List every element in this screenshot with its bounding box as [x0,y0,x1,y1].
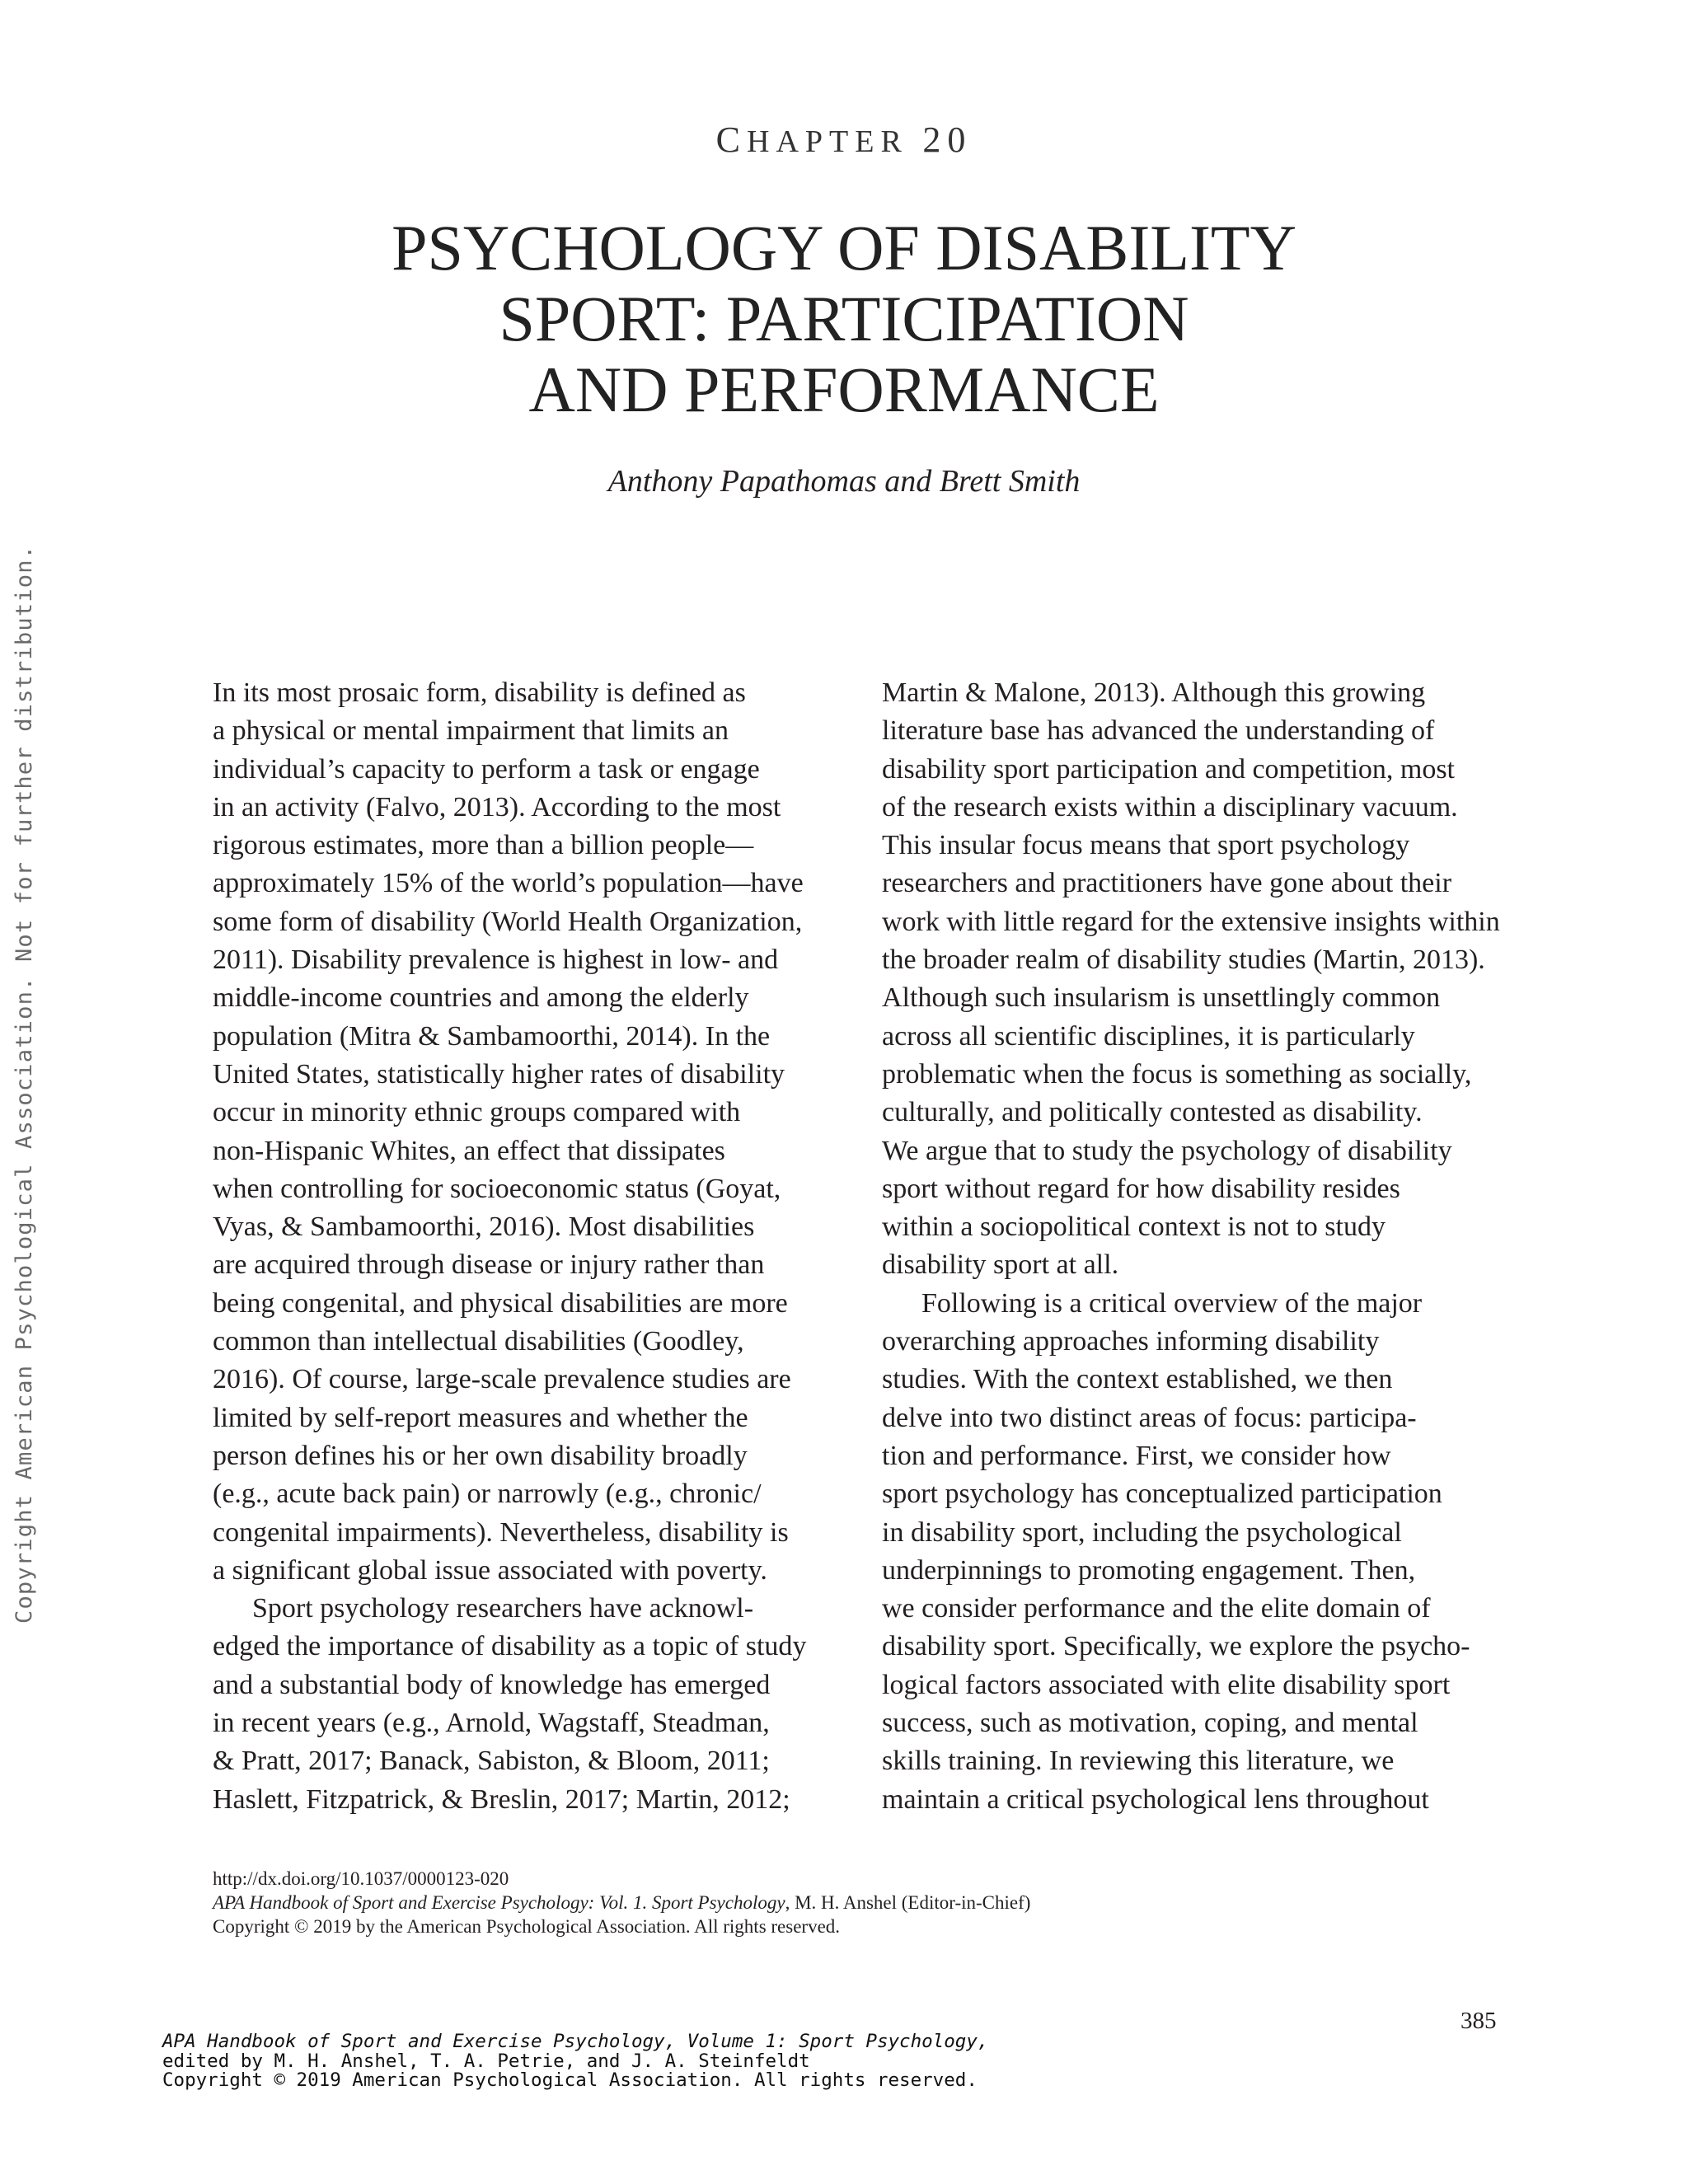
text-line: middle-income countries and among the elderly [213,982,749,1014]
text-line: We argue that to study the psychology of disability [882,1135,1452,1166]
bottom-copyright-block [162,2032,1316,2091]
text-line: the broader realm of disability studies (Martin, 2013). [882,944,1485,976]
page-number: 385 [1461,2008,1497,2034]
text-line: we consider performance and the elite domain of [882,1593,1431,1624]
text-line: This insular focus means that sport psychology [882,830,1410,861]
chapter-label [0,119,1688,161]
text-line: Following is a critical overview of the major [921,1287,1423,1319]
body-column-right [882,674,1533,1819]
side-copyright-notice: Copyright American Psychological Association. Not for further distribution. [12,544,37,1624]
text-line: underpinnings to promoting engagement. Then, [882,1554,1416,1586]
text-line: sport without regard for how disability resides [882,1173,1400,1204]
text-line: maintain a critical psychological lens throughout [882,1783,1429,1815]
text-line: disability sport participation and competition, most [882,753,1456,785]
text-line: logical factors associated with elite disability sport [882,1669,1451,1700]
text-line: limited by self-report measures and whether the [213,1402,748,1433]
text-line: some form of disability (World Health Organization, [213,906,803,937]
text-line: disability sport at all. [882,1249,1119,1281]
text-line: population (Mitra & Sambamoorthi, 2014). In the [213,1020,771,1052]
body-column-left [213,674,864,1819]
text-line: of the research exists within a disciplinary vacuum. [882,791,1458,823]
copyright-line: APA Handbook of Sport and Exercise Psychology, Volume 1: Sport Psychology, [162,2031,989,2052]
text-line: rigorous estimates, more than a billion people— [213,830,754,861]
authors: Anthony Papathomas and Brett Smith [607,464,1081,499]
text-line: congenital impairments). Nevertheless, disability is [213,1516,789,1548]
chapter-word-initial: C [715,120,748,160]
text-line: researchers and practitioners have gone about their [882,868,1452,899]
text-line: occur in minority ethnic groups compared with [213,1097,741,1128]
text-line: non-Hispanic Whites, an effect that dissipates [213,1135,725,1166]
text-line: Although such insularism is unsettlingly common [882,982,1441,1014]
copyright-line: Copyright © 2019 American Psychological Association. All rights reserved. [162,2069,978,2091]
text-line: Martin & Malone, 2013). Although this growing [882,677,1426,708]
text-line: being congenital, and physical disabilities are more [213,1287,788,1319]
book-citation [213,1891,1449,1915]
text-line: Vyas, & Sambamoorthi, 2016). Most disabilities [213,1212,755,1243]
text-line: tion and performance. First, we consider how [882,1440,1391,1471]
text-line: 2016). Of course, large-scale prevalence studies are [213,1364,791,1395]
text-line: 2011). Disability prevalence is highest in low- and [213,944,779,976]
text-line: individual’s capacity to perform a task or engage [213,753,760,785]
text-line: Haslett, Fitzpatrick, & Breslin, 2017; Martin, 2012; [213,1783,790,1815]
text-line: literature base has advanced the understanding of [882,715,1435,747]
text-line: work with little regard for the extensive insights within [882,906,1500,937]
text-line: & Pratt, 2017; Banack, Sabiston, & Bloom, 2011; [213,1746,770,1777]
text-line: approximately 15% of the world’s population—have [213,868,804,899]
text-line: overarching approaches informing disability [882,1326,1380,1357]
text-line: across all scientific disciplines, it is particularly [882,1020,1415,1052]
text-line: success, such as motivation, coping, and mental [882,1708,1418,1739]
text-line: Sport psychology researchers have acknowl- [252,1593,754,1624]
text-line: problematic when the focus is something as socially, [882,1058,1472,1090]
book-title: APA Handbook of Sport and Exercise Psychology: Vol. 1. Sport Psychology [213,1892,785,1913]
text-line: studies. With the context established, we then [882,1364,1393,1395]
text-line: in recent years (e.g., Arnold, Wagstaff, Steadman, [213,1708,770,1739]
chapter-word: HAPTER [747,124,908,159]
title-line: PSYCHOLOGY OF DISABILITY [392,212,1296,284]
text-line: skills training. In reviewing this literature, we [882,1746,1395,1777]
title-line: AND PERFORMANCE [528,354,1160,425]
text-line: when controlling for socioeconomic status (Goyat, [213,1173,781,1204]
text-line: are acquired through disease or injury rather than [213,1249,765,1281]
text-line: a physical or mental impairment that limits an [213,715,729,747]
text-line: delve into two distinct areas of focus: participa- [882,1402,1417,1433]
text-line: common than intellectual disabilities (Goodley, [213,1326,744,1357]
footnote-copyright: Copyright © 2019 by the American Psychological Association. All rights reserved. [213,1916,841,1937]
copyright-line: edited by M. H. Anshel, T. A. Petrie, and J. A. Steinfeldt [162,2050,810,2072]
text-line: United States, statistically higher rates of disability [213,1058,785,1090]
doi-link[interactable]: http://dx.doi.org/10.1037/0000123-020 [213,1868,509,1889]
book-editor: , M. H. Anshel (Editor-in-Chief) [785,1892,1031,1913]
text-line: (e.g., acute back pain) or narrowly (e.g., chronic/ [213,1479,762,1510]
text-line: sport psychology has conceptualized participation [882,1479,1442,1510]
text-line: person defines his or her own disability broadly [213,1440,748,1471]
source-footnote [213,1867,1449,1938]
text-line: and a substantial body of knowledge has emerged [213,1669,771,1700]
text-line: edged the importance of disability as a topic of study [213,1631,807,1662]
text-line: disability sport. Specifically, we explore the psycho- [882,1631,1470,1662]
chapter-title [185,213,1503,425]
text-line: In its most prosaic form, disability is defined as [213,677,746,708]
text-line: culturally, and politically contested as disability. [882,1097,1423,1128]
text-line: in an activity (Falvo, 2013). According to the most [213,791,781,823]
text-line: within a sociopolitical context is not to study [882,1212,1386,1243]
chapter-number: 20 [922,120,973,160]
text-line: a significant global issue associated with poverty. [213,1554,767,1586]
text-line: in disability sport, including the psychological [882,1516,1402,1548]
title-line: SPORT: PARTICIPATION [499,283,1189,354]
